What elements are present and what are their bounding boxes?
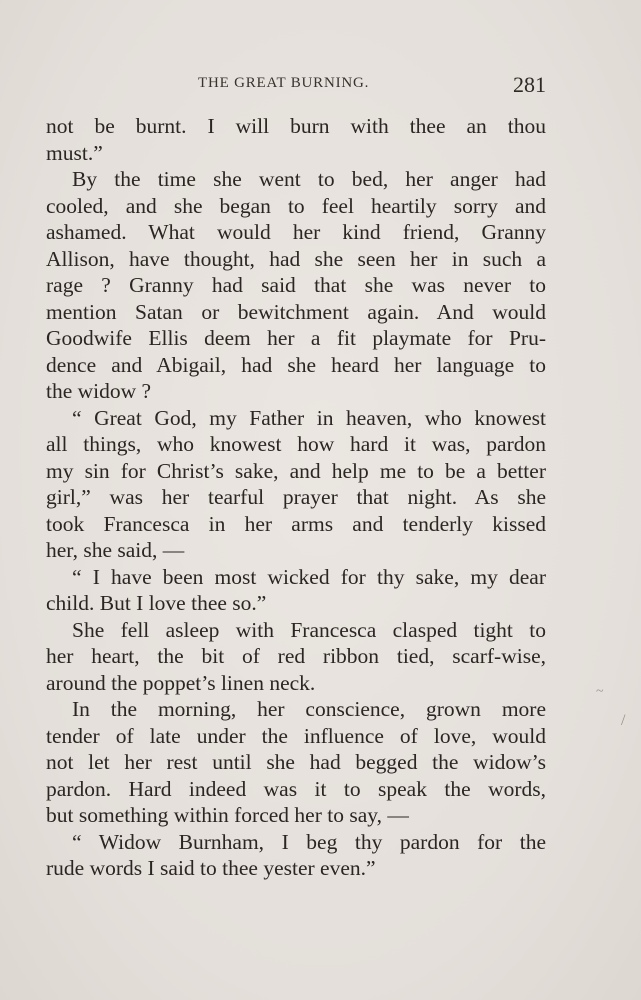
text-line: her heart, the bit of red ribbon tied, scarf-wise, (46, 644, 546, 668)
text-line: not be burnt. I will burn with thee an thou (46, 114, 546, 138)
text-line: She fell asleep with Francesca clasped tight to (72, 617, 546, 642)
paper-speck-mark: ~ (596, 684, 604, 699)
text-line: around the poppet’s linen neck. (46, 670, 316, 695)
text-line: dence and Abigail, had she heard her language to (46, 352, 546, 377)
text-line: Allison, have thought, had she seen her in such a (46, 246, 546, 271)
paper-speck-mark: / (621, 712, 626, 729)
text-line: Goodwife Ellis deem her a fit playmate for Pru- (46, 326, 546, 350)
text-line: “ I have been most wicked for thy sake, my dear (72, 564, 546, 589)
running-title: THE GREAT BURNING. (198, 75, 370, 91)
text-line: but something within forced her to say, — (46, 803, 409, 827)
text-line: “ Great God, my Father in heaven, who knowest (72, 405, 546, 430)
text-line: rage ? Granny had said that she was never to (46, 273, 546, 297)
text-line: must.” (46, 140, 103, 165)
text-line: rude words I said to thee yester even.” (46, 856, 376, 880)
running-head (46, 72, 546, 102)
text-line: her, she said, — (46, 538, 185, 562)
text-line: By the time she went to bed, her anger had (72, 167, 546, 191)
body-text (46, 113, 546, 882)
text-line: the widow ? (46, 379, 152, 403)
text-line: not let her rest until she had begged the widow’s (46, 750, 546, 774)
text-line: “ Widow Burnham, I beg thy pardon for the (72, 829, 546, 854)
text-line: girl,” was her tearful prayer that night. As she (46, 485, 546, 509)
text-line: my sin for Christ’s sake, and help me to be a better (46, 458, 546, 483)
text-line: all things, who knowest how hard it was, pardon (46, 432, 546, 456)
text-line: mention Satan or bewitchment again. And would (46, 299, 546, 324)
text-line: ashamed. What would her kind friend, Granny (46, 220, 546, 244)
page-number: 281 (513, 72, 546, 97)
text-line: child. But I love thee so.” (46, 591, 267, 615)
text-line: pardon. Hard indeed was it to speak the words, (46, 776, 546, 801)
text-line: cooled, and she began to feel heartily sorry and (46, 193, 546, 218)
text-line: took Francesca in her arms and tenderly kissed (46, 511, 546, 536)
text-line: In the morning, her conscience, grown more (72, 697, 546, 721)
text-line: tender of late under the influence of love, would (46, 723, 546, 748)
